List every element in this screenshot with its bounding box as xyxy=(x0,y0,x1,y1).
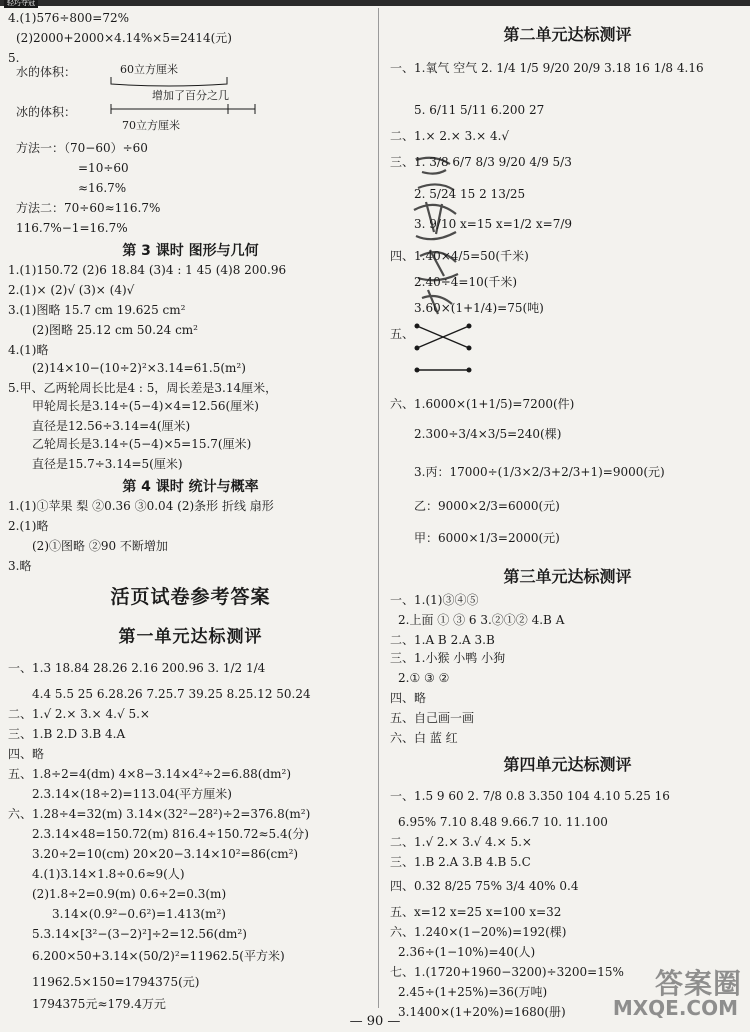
answer-line: 5. xyxy=(8,51,20,65)
answer-line: 2.300÷3/4×3/5=240(棵) xyxy=(414,427,562,441)
answer-line: 1794375元≈179.4万元 xyxy=(32,997,166,1011)
answer-line: 3.1400×(1+20%)=1680(册) xyxy=(398,1005,566,1019)
answer-line: 二、1.× 2.× 3.× 4.√ xyxy=(390,129,510,143)
answer-line: 2.① ③ ② xyxy=(398,671,450,685)
answer-line: 五、 xyxy=(390,327,415,341)
answer-line: 116.7%−1=16.7% xyxy=(16,221,128,235)
answer-line: 2.3.14×48=150.72(m) 816.4÷150.72≈5.4(分) xyxy=(32,827,309,841)
answer-line: 3. 9/10 x=15 x=1/2 x=7/9 xyxy=(414,217,573,231)
answer-line: 4.(1)略 xyxy=(8,343,49,357)
watermark-logo: 答案圈 xyxy=(654,967,742,1000)
answer-line: 4.(1)3.14×1.8÷0.6≈9(人) xyxy=(32,867,185,881)
section-title: 第 4 课时 统计与概率 xyxy=(122,479,259,495)
answer-line: 6.200×50+3.14×(50/2)²=11962.5(平方米) xyxy=(32,949,285,963)
answer-line: 3.14×(0.9²−0.6²)=1.413(m²) xyxy=(52,907,226,921)
answer-line: 2.45÷(1+25%)=36(万吨) xyxy=(398,985,548,999)
answer-line: 5.3.14×[3²−(3−2)²]÷2=12.56(dm²) xyxy=(32,927,247,941)
answer-line: 2.3.14×(18÷2)=113.04(平方厘米) xyxy=(32,787,232,801)
answer-line: 方法一：（70−60）÷60 xyxy=(16,141,148,155)
answer-line: 6.95% 7.10 8.48 9.66.7 10. 11.100 xyxy=(398,815,608,829)
answer-line: 六、1.6000×(1+1/5)=7200(件) xyxy=(390,397,575,411)
answer-line: 水的体积： xyxy=(16,65,77,79)
answer-line: 三、1.B 2.A 3.B 4.B 5.C xyxy=(390,855,531,869)
column-divider xyxy=(378,8,379,1008)
answer-line: 七、1.(1720+1960−3200)÷3200=15% xyxy=(390,965,624,979)
answer-line: 一、1.(1)③④⑤ xyxy=(390,593,479,607)
answer-line: 1.(1)①苹果 梨 ②0.36 ③0.04 (2)条形 折线 扇形 xyxy=(8,499,274,513)
section-title: 第二单元达标测评 xyxy=(503,25,632,44)
section-title: 第 3 课时 图形与几何 xyxy=(122,243,259,259)
answer-line: 5.甲、乙两轮周长比是4 : 5，周长差是3.14厘米， xyxy=(8,381,278,395)
answer-line: 3.20÷2=10(cm) 20×20−3.14×10²=86(cm²) xyxy=(32,847,299,861)
answer-line: 1.(1)150.72 (2)6 18.84 (3)4 : 1 45 (4)8 200.96 xyxy=(8,263,287,277)
answer-line: 乙轮周长是3.14÷(5−4)×5=15.7(厘米) xyxy=(32,437,252,451)
answer-line: (2)图略 25.12 cm 50.24 cm² xyxy=(32,323,198,337)
answer-line: 2.36÷(1−10%)=40(人) xyxy=(398,945,536,959)
answer-line: 四、0.32 8/25 75% 3/4 40% 0.4 xyxy=(390,879,579,893)
answer-line: 5. 6/11 5/11 6.200 27 xyxy=(414,103,545,117)
answer-line: 二、1.√ 2.× 3.× 4.√ 5.× xyxy=(8,707,150,721)
answer-line: 甲轮周长是3.14÷(5−4)×4=12.56(厘米) xyxy=(32,399,259,413)
answer-line: 三、1. 3/8 6/7 8/3 9/20 4/9 5/3 xyxy=(390,155,572,169)
answer-line: (2)2000+2000×4.14%×5=2414(元) xyxy=(16,31,232,45)
answer-line: 三、1.B 2.D 3.B 4.A xyxy=(8,727,126,741)
answer-line: 2. 5/24 15 2 13/25 xyxy=(414,187,526,201)
header-tag: 轻巧夺冠 xyxy=(4,0,38,8)
answer-line: ≈16.7% xyxy=(78,181,127,195)
answer-line: 四、略 xyxy=(8,747,45,761)
answer-line: 五、x=12 x=25 x=100 x=32 xyxy=(390,905,562,919)
matching-lines-diagram xyxy=(405,318,475,378)
answer-line: 3.60×(1+1/4)=75(吨) xyxy=(414,301,544,315)
answer-line: 2.40÷4=10(千米) xyxy=(414,275,518,289)
answer-line: 3.(1)图略 15.7 cm 19.625 cm² xyxy=(8,303,186,317)
chapter-title: 活页试卷参考答案 xyxy=(110,586,271,608)
diagram-label: 60立方厘米 xyxy=(120,63,178,76)
answer-line: 四、1.40×4/5=50(千米) xyxy=(390,249,529,263)
answer-line: 一、1.氧气 空气 2. 1/4 1/5 9/20 20/9 3.18 16 1/8 4.16 xyxy=(390,61,704,75)
answer-line: 4.(1)576÷800=72% xyxy=(8,11,130,25)
answer-line: 六、白 蓝 红 xyxy=(390,731,458,745)
answer-line: 3.丙：17000÷(1/3×2/3+2/3+1)=9000(元) xyxy=(414,465,665,479)
answer-line: 11962.5×150=1794375(元) xyxy=(32,975,200,989)
answer-line: 冰的体积： xyxy=(16,105,77,119)
answer-line: 3.略 xyxy=(8,559,32,573)
answer-line: (2)1.8÷2=0.9(m) 0.6÷2=0.3(m) xyxy=(32,887,227,901)
ice-bracket xyxy=(110,102,256,116)
answer-line: 直径是15.7÷3.14=5(厘米) xyxy=(32,457,183,471)
answer-line: =10÷60 xyxy=(78,161,129,175)
answer-line: 二、1.√ 2.× 3.√ 4.× 5.× xyxy=(390,835,532,849)
answer-line: 方法二：70÷60≈116.7% xyxy=(16,201,161,215)
answer-line: 乙：9000×2/3=6000(元) xyxy=(414,499,560,513)
answer-line: 三、1.小猴 小鸭 小狗 xyxy=(390,651,506,665)
answer-line: 2.(1)略 xyxy=(8,519,49,533)
answer-line: 一、1.5 9 60 2. 7/8 0.8 3.350 104 4.10 5.25 16 xyxy=(390,789,670,803)
top-bar xyxy=(0,0,750,6)
section-title: 第三单元达标测评 xyxy=(503,567,632,586)
answer-line: 直径是12.56÷3.14=4(厘米) xyxy=(32,419,191,433)
section-title: 第一单元达标测评 xyxy=(118,627,263,647)
answer-line: 2.(1)× (2)√ (3)× (4)√ xyxy=(8,283,135,297)
answer-line: 五、1.8÷2=4(dm) 4×8−3.14×4²÷2=6.88(dm²) xyxy=(8,767,291,781)
answer-line: 2.上面 ① ③ 6 3.②①② 4.B A xyxy=(398,613,565,627)
answer-line: 五、自己画一画 xyxy=(390,711,475,725)
answer-line: 一、1.3 18.84 28.26 2.16 200.96 3. 1/2 1/4 xyxy=(8,661,266,675)
diagram-label: 70立方厘米 xyxy=(122,119,180,132)
answer-line: 六、1.28÷4=32(m) 3.14×(32²−28²)÷2=376.8(m²) xyxy=(8,807,311,821)
handwritten-stamp xyxy=(408,150,468,320)
answer-line: 六、1.240×(1−20%)=192(棵) xyxy=(390,925,567,939)
answer-line: 四、略 xyxy=(390,691,427,705)
answer-line: 二、1.A B 2.A 3.B xyxy=(390,633,495,647)
answer-line: (2)①图略 ②90 不断增加 xyxy=(32,539,168,553)
diagram-label: 增加了百分之几 xyxy=(152,89,229,102)
section-title: 第四单元达标测评 xyxy=(503,755,632,774)
answer-line: 4.4 5.5 25 6.28.26 7.25.7 39.25 8.25.12 50.24 xyxy=(32,687,311,701)
watermark-url: MXQE.COM xyxy=(612,996,738,1020)
answer-line: 甲：6000×1/3=2000(元) xyxy=(414,531,560,545)
answer-line: (2)14×10−(10÷2)²×3.14=61.5(m²) xyxy=(32,361,246,375)
page-number: — 90 — xyxy=(349,1014,401,1029)
